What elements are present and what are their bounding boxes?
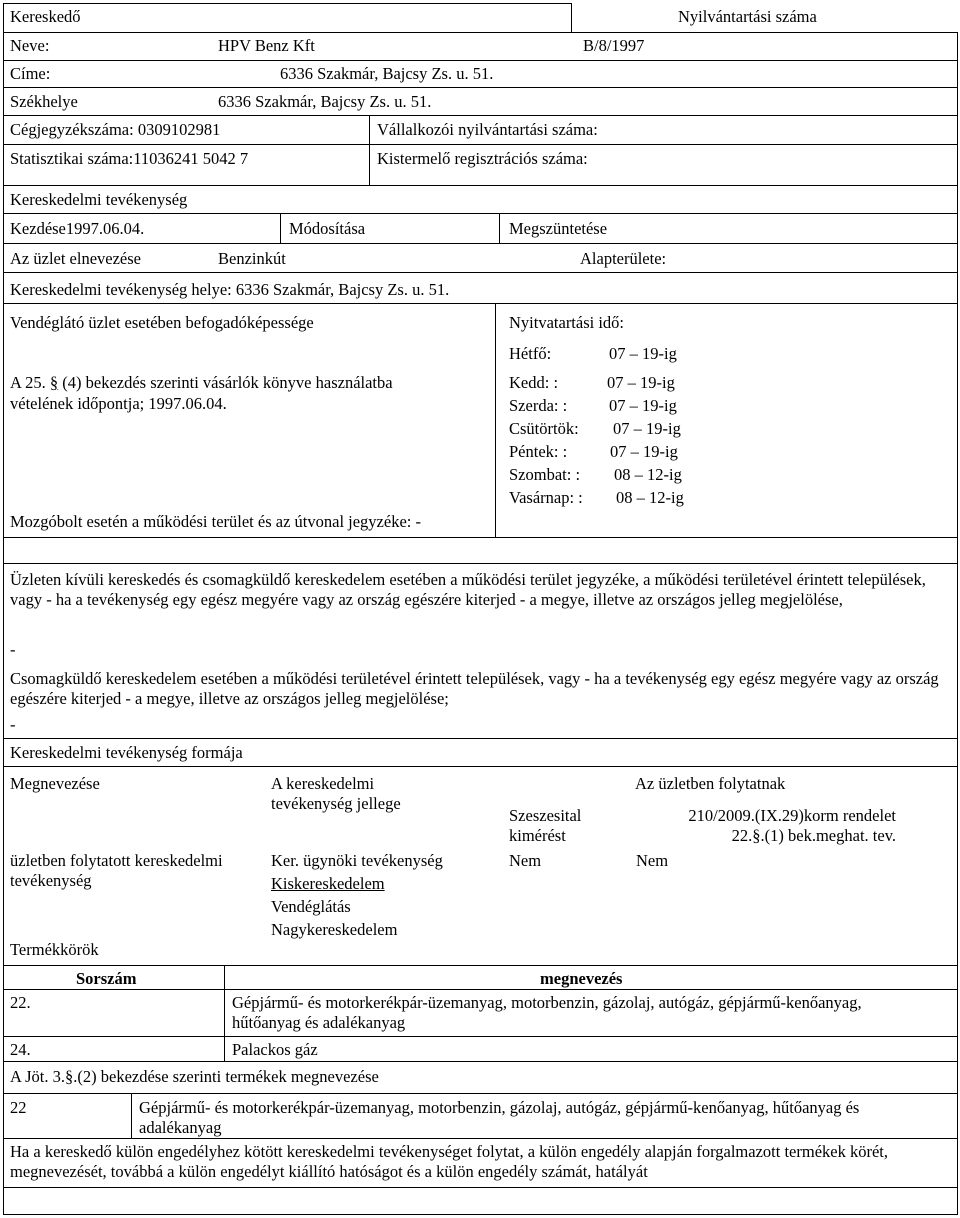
megszuntetese-text: Megszüntetése bbox=[509, 219, 608, 238]
ker-tev-title: Kereskedelmi tevékenység bbox=[10, 190, 188, 209]
nem-szeszesital: Nem bbox=[509, 851, 542, 870]
mozgobolt-text: Mozgóbolt esetén a működési terület és az útvonal jegyzéke: - bbox=[10, 512, 421, 531]
hours-day: Kedd: : bbox=[509, 373, 559, 392]
jellege-label: A kereskedelmi tevékenység jellege bbox=[271, 774, 401, 813]
vasarlok-line2: vételének időpontja; 1997.06.04. bbox=[10, 394, 227, 413]
hours-time: 07 – 19-ig bbox=[613, 419, 681, 438]
jot-text: Gépjármű- és motorkerékpár-üzemanyag, motorbenzin, gázolaj, autógáz, gépjármű-kenőanyag, hűtőanyag és adalékanyag bbox=[139, 1098, 860, 1137]
footer-text: Ha a kereskedő külön engedélyhez kötött kereskedelmi tevékenységet folytat, a külön engedély alapján forgalmazott termékek körét, megnevezését, továbbá a külön engedélyt kiállító hatóságot és a külön engedély számát, hatályát bbox=[10, 1142, 888, 1181]
product-num: 22. bbox=[10, 993, 31, 1012]
modositasa-text: Módosítása bbox=[289, 219, 366, 238]
hours-time: 08 – 12-ig bbox=[616, 488, 684, 507]
nyitva-title: Nyitvatartási idő: bbox=[509, 313, 625, 332]
cell-kereskedo bbox=[3, 3, 572, 33]
kereskedo-title: Kereskedő bbox=[10, 7, 81, 26]
forma-title: Kereskedelmi tevékenység formája bbox=[10, 743, 243, 762]
type-item: Kiskereskedelem bbox=[271, 874, 385, 893]
szeszesital-label: Szeszesital kimérést bbox=[509, 806, 582, 845]
folytatnak-label: Az üzletben folytatnak bbox=[635, 774, 786, 793]
hours-day: Hétfő: bbox=[509, 344, 552, 363]
rendelet-label: 210/2009.(IX.29)korm rendelet 22.§.(1) bek.meghat. tev. bbox=[688, 806, 896, 845]
vasarlok-rest: (4) bekezdés szerinti vásárlók könyve használatba bbox=[58, 373, 393, 392]
vallalkozoi-text: Vállalkozói nyilvántartási száma: bbox=[377, 120, 598, 139]
uzlet-label: Az üzlet elnevezése bbox=[10, 249, 142, 268]
hours-day: Szombat: : bbox=[509, 465, 581, 484]
hours-day: Csütörtök: bbox=[509, 419, 579, 438]
jot-title: A Jöt. 3.§.(2) bekezdése szerinti termékek megnevezése bbox=[10, 1067, 379, 1086]
cell-last bbox=[3, 1187, 958, 1215]
col-megnevezes: megnevezés bbox=[540, 969, 623, 988]
nem-rendelet: Nem bbox=[636, 851, 669, 870]
uzlet-value: Benzinkút bbox=[218, 249, 286, 268]
cell-szekhely bbox=[3, 87, 958, 116]
col-sorszam: Sorszám bbox=[76, 969, 137, 988]
cell-prod1-num bbox=[3, 989, 225, 1037]
kistermelo-text: Kistermelő regisztrációs száma: bbox=[377, 149, 588, 168]
cell-neve bbox=[3, 32, 958, 61]
statisztikai-text: Statisztikai száma:11036241 5042 7 bbox=[10, 149, 249, 168]
cell-uzlet bbox=[3, 243, 958, 273]
termekkorok-label: Termékkörök bbox=[10, 940, 99, 959]
hours-time: 07 – 19-ig bbox=[607, 373, 675, 392]
hours-time: 07 – 19-ig bbox=[609, 396, 677, 415]
vasarlok-line1 bbox=[10, 373, 393, 393]
cime-value: 6336 Szakmár, Bajcsy Zs. u. 51. bbox=[280, 64, 494, 83]
remote-text-2: Csomagküldő kereskedelem esetében a működési területével érintett települések, vagy - ha a tevékenység egy egész megyére vagy az ország egészére kiterjed - a megye, illetve az országos jelleg megjelölése; bbox=[10, 669, 939, 708]
section-sign: § bbox=[49, 373, 59, 392]
type-item: Vendéglátás bbox=[271, 897, 351, 916]
remote-dash-2: - bbox=[10, 715, 16, 734]
neve-label: Neve: bbox=[10, 36, 50, 55]
remote-dash-1: - bbox=[10, 640, 16, 659]
cell-prod2-name bbox=[224, 1036, 958, 1062]
product-name: Gépjármű- és motorkerékpár-üzemanyag, motorbenzin, gázolaj, autógáz, gépjármű-kenőanyag, hűtőanyag és adalékanyag bbox=[232, 993, 862, 1032]
cegjegyzek-text: Cégjegyzékszáma: 0309102981 bbox=[10, 120, 221, 139]
kezdese-text: Kezdése1997.06.04. bbox=[10, 219, 145, 238]
hours-time: 08 – 12-ig bbox=[614, 465, 682, 484]
hours-time: 07 – 19-ig bbox=[609, 344, 677, 363]
szekhely-value: 6336 Szakmár, Bajcsy Zs. u. 51. bbox=[218, 92, 432, 111]
type-item: Nagykereskedelem bbox=[271, 920, 398, 939]
vendeglato-text: Vendéglátó üzlet esetében befogadóképessége bbox=[10, 313, 314, 332]
cell-empty bbox=[3, 537, 958, 564]
megnevezese-label: Megnevezése bbox=[10, 774, 100, 793]
folytatott-label: üzletben folytatott kereskedelmi tevékenység bbox=[10, 851, 223, 890]
cell-prod2-num bbox=[3, 1036, 225, 1062]
cell-vendeglato bbox=[3, 303, 496, 538]
product-name: Palackos gáz bbox=[232, 1040, 318, 1059]
nyilvantartasi-value: B/8/1997 bbox=[583, 36, 645, 55]
nyilvantartasi-label: Nyilvántartási száma bbox=[678, 7, 817, 26]
jot-num: 22 bbox=[10, 1098, 27, 1117]
remote-text-1: Üzleten kívüli kereskedés és csomagküldő kereskedelem esetében a működési terület jegyzéke, a működési területével érintett települések, vagy - ha a tevékenység egy egész megyére vagy az ország egészére kiterjed - a megye, illetve az országos jelleg megjelölése, bbox=[10, 570, 926, 609]
hours-day: Szerda: : bbox=[509, 396, 568, 415]
helye-text: Kereskedelmi tevékenység helye: 6336 Szakmár, Bajcsy Zs. u. 51. bbox=[10, 280, 450, 299]
neve-value: HPV Benz Kft bbox=[218, 36, 315, 55]
alapterulet-label: Alapterülete: bbox=[580, 249, 667, 268]
type-item: Ker. ügynöki tevékenység bbox=[271, 851, 443, 870]
product-num: 24. bbox=[10, 1040, 31, 1059]
cime-label: Címe: bbox=[10, 64, 51, 83]
szekhely-label: Székhelye bbox=[10, 92, 78, 111]
hours-time: 07 – 19-ig bbox=[610, 442, 678, 461]
vasarlok-a25: A 25. bbox=[10, 373, 46, 392]
hours-day: Péntek: : bbox=[509, 442, 568, 461]
hours-day: Vasárnap: : bbox=[509, 488, 583, 507]
